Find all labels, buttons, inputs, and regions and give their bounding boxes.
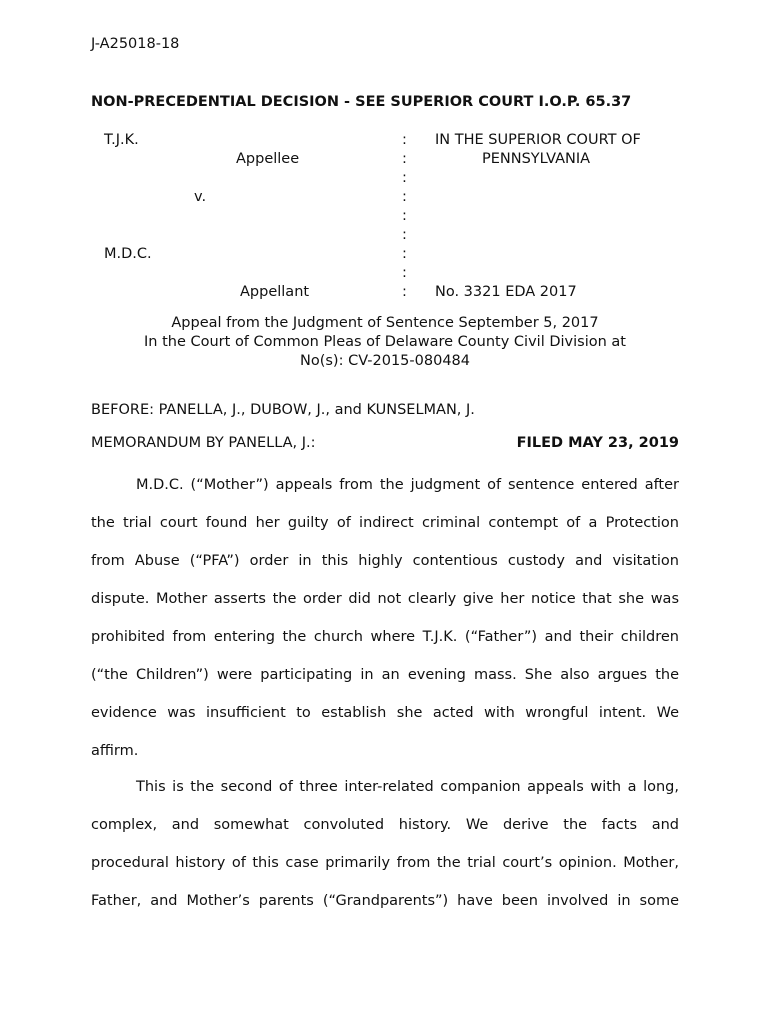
appeal-description — [91, 314, 679, 371]
text-line: procedural history of this case primarily from the trial court’s opinion. Mother, — [91, 855, 679, 871]
appeal-line: Appeal from the Judgment of Sentence September 5, 2017 — [171, 315, 599, 331]
docket-number: No. 3321 EDA 2017 — [435, 284, 577, 300]
appeal-line: No(s): CV-2015-080484 — [300, 353, 470, 369]
party2-name: M.D.C. — [104, 246, 152, 262]
caption-colon: : — [402, 151, 407, 167]
caption-colon: : — [402, 132, 407, 148]
panel-before: BEFORE: PANELLA, J., DUBOW, J., and KUNSELMAN, J. — [91, 402, 475, 418]
appeal-line: In the Court of Common Pleas of Delaware County Civil Division at — [144, 334, 626, 350]
text-line: from Abuse (“PFA”) order in this highly contentious custody and visitation — [91, 553, 679, 569]
text-line: complex, and somewhat convoluted history. We derive the facts and — [91, 817, 679, 833]
text-line: dispute. Mother asserts the order did not clearly give her notice that she was — [91, 591, 679, 607]
non-precedential-notice: NON-PRECEDENTIAL DECISION - SEE SUPERIOR COURT I.O.P. 65.37 — [91, 94, 632, 110]
memorandum-author: MEMORANDUM BY PANELLA, J.: — [91, 435, 316, 451]
text-line: the trial court found her guilty of indirect criminal contempt of a Protection — [91, 515, 679, 531]
text-line: Father, and Mother’s parents (“Grandparents”) have been involved in some — [91, 893, 679, 909]
court-name-line2: PENNSYLVANIA — [482, 151, 591, 167]
document-id: J-A25018-18 — [91, 36, 180, 52]
caption-colon: : — [402, 208, 407, 224]
party2-role: Appellant — [240, 284, 310, 300]
filed-date: FILED MAY 23, 2019 — [516, 435, 679, 451]
text-line: (“the Children”) were participating in an evening mass. She also argues the — [91, 667, 679, 683]
text-line: This is the second of three inter-related companion appeals with a long, — [136, 779, 679, 795]
text-line: prohibited from entering the church where T.J.K. (“Father”) and their children — [91, 629, 679, 645]
court-name-line1: IN THE SUPERIOR COURT OF — [435, 132, 641, 148]
versus-label: v. — [194, 189, 207, 205]
party1-name: T.J.K. — [104, 132, 139, 148]
caption-colon: : — [402, 170, 407, 186]
text-line: evidence was insufficient to establish she acted with wrongful intent. We — [91, 705, 679, 721]
text-line: affirm. — [91, 743, 139, 759]
caption-colon: : — [402, 246, 407, 262]
caption-colon: : — [402, 227, 407, 243]
caption-colon: : — [402, 189, 407, 205]
party1-role: Appellee — [236, 151, 300, 167]
caption-colon: : — [402, 284, 407, 300]
caption-colon: : — [402, 265, 407, 281]
text-line: M.D.C. (“Mother”) appeals from the judgment of sentence entered after — [136, 477, 679, 493]
